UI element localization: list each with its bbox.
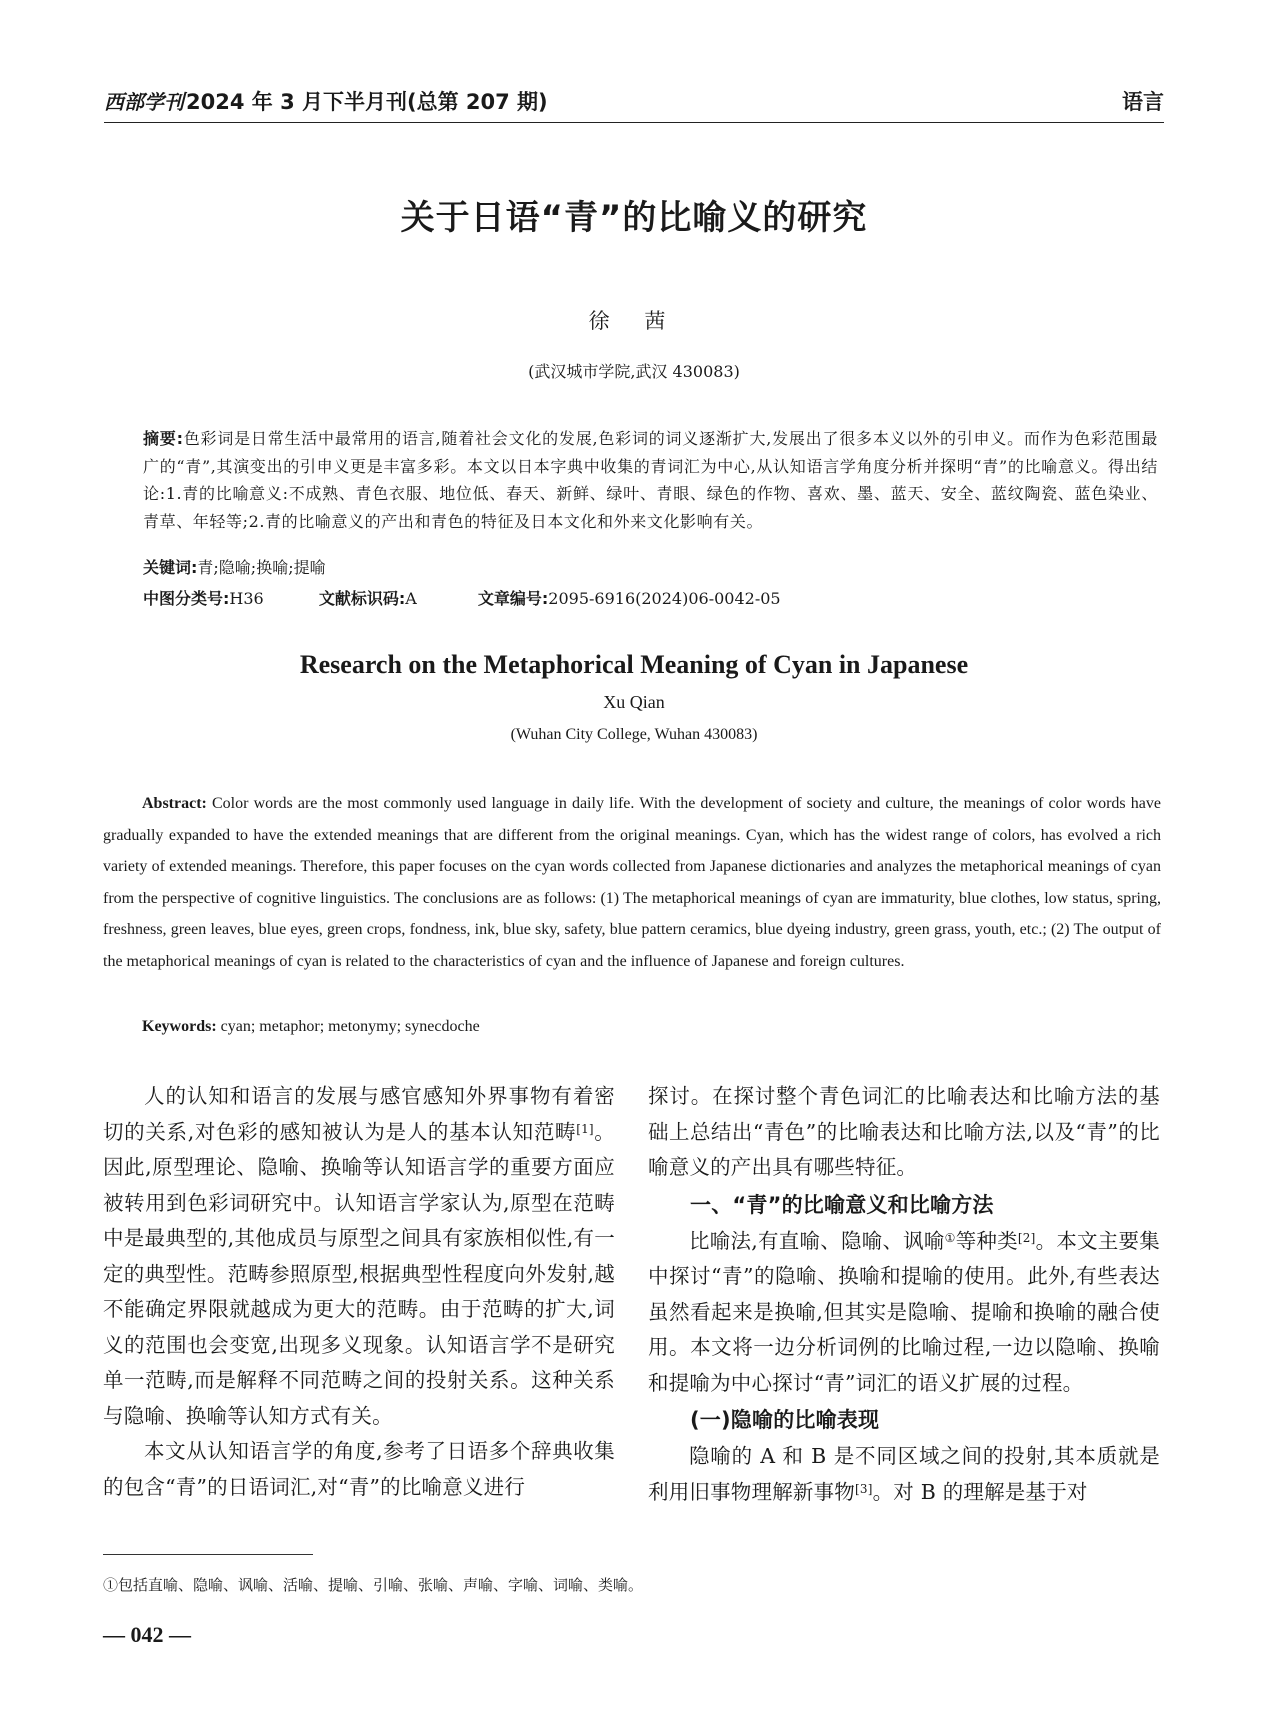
clc-code	[143, 586, 264, 609]
citation-ref: [2]	[1017, 1230, 1036, 1245]
abstract-cn	[143, 425, 1158, 535]
body-paragraph: 探讨。在探讨整个青色词汇的比喻表达和比喻方法的基础上总结出“青色”的比喻表达和比喻方法,以及“青”的比喻意义的产出具有哪些特征。	[648, 1084, 1160, 1179]
section-heading: 一、“青”的比喻意义和比喻方法	[690, 1192, 994, 1217]
abstract-en-label: Abstract:	[142, 795, 207, 812]
doc-code	[319, 586, 417, 609]
author-name-en: Xu Qian	[603, 692, 665, 712]
body-paragraph	[103, 1079, 615, 1434]
clc-label: 中图分类号:	[143, 589, 230, 608]
citation-ref: [1]	[576, 1121, 594, 1136]
doc-value: A	[405, 589, 417, 608]
body-paragraph	[648, 1439, 1160, 1510]
doc-label: 文献标识码:	[318, 589, 406, 608]
keywords-cn-text: 青;隐喻;换喻;提喻	[197, 558, 326, 577]
journal-logo: 西部学刊	[104, 90, 184, 114]
affiliation-en: (Wuhan City College, Wuhan 430083)	[510, 726, 758, 743]
keywords-cn-label: 关键词:	[143, 558, 198, 577]
abstract-cn-label: 摘要:	[143, 429, 184, 448]
paper-title: 关于日语“青”的比喻义的研究	[400, 198, 868, 238]
clc-value: H36	[229, 589, 264, 608]
paper-title-en: Research on the Metaphorical Meaning of Cyan in Japanese	[299, 650, 969, 679]
body-text: 。本文主要集中探讨“青”的隐喻、换喻和提喻的使用。此外,有些表达虽然看起来是换喻,但其实是隐喻、提喻和换喻的融合使用。本文将一边分析词例的比喻过程,一边以隐喻、换喻和提喻为中心探讨“青”词汇的语义扩展的过程。	[648, 1228, 1160, 1395]
abstract-en	[103, 788, 1161, 978]
footnote-rule	[103, 1554, 313, 1555]
abstract-cn-text: 色彩词是日常生活中最常用的语言,随着社会文化的发展,色彩词的词义逐渐扩大,发展出了很多本义以外的引申义。而作为色彩范围最广的“青”,其演变出的引申义更是丰富多彩。本文以日本字典中收集的青词汇为中心,从认知语言学角度分析并探明“青”的比喻意义。得出结论:1.青的比喻意义:不成熟、青色衣服、地位低、春天、新鲜、绿叶、青眼、绿色的作物、喜欢、墨、蓝天、安全、蓝纹陶瓷、蓝色染业、青草、年轻等;2.青的比喻意义的产出和青色的特征及日本文化和外来文化影响有关。	[143, 429, 1158, 531]
affiliation: (武汉城市学院,武汉 430083)	[528, 362, 740, 381]
article-value: 2095-6916(2024)06-0042-05	[548, 589, 781, 608]
body-column-left	[103, 1079, 615, 1505]
citation-ref: [3]	[855, 1481, 873, 1496]
classification-line	[143, 586, 781, 609]
article-label: 文章编号:	[477, 589, 549, 608]
page-number: — 042 —	[103, 1622, 191, 1647]
body-text: 隐喻的 A 和 B 是不同区域之间的投射,其本质就是利用旧事物理解新事物	[648, 1444, 1160, 1504]
body-paragraph	[648, 1224, 1160, 1402]
abstract-en-text: Color words are the most commonly used language in daily life. With the development of society and culture, the meanings of color words have gradually expanded to have the extended meanings that are different from the original meanings. Cyan, which has the widest range of colors, has evolved a rich variety of extended meanings. Therefore, this paper focuses on the cyan words collected from Japanese dictionaries and analyzes the metaphorical meanings of cyan from the perspective of cognitive linguistics. The conclusions are as follows: (1) The metaphorical meanings of cyan are immaturity, blue clothes, low status, spring, freshness, green leaves, blue eyes, green crops, fondness, ink, blue sky, safety, blue pattern ceramics, blue dyeing industry, green grass, youth, etc.; (2) The output of the metaphorical meanings of cyan is related to the characteristics of cyan and the influence of Japanese and foreign cultures.	[103, 795, 1161, 970]
body-text: 。对 B 的理解是基于对	[872, 1479, 1088, 1504]
header-rule	[104, 122, 1164, 123]
keywords-en-label: Keywords:	[142, 1018, 217, 1035]
body-text: 人的认知和语言的发展与感官感知外界事物有着密切的关系,对色彩的感知被认为是人的基本认知范畴	[103, 1084, 615, 1144]
keywords-en-text: cyan; metaphor; metonymy; synecdoche	[216, 1018, 480, 1035]
article-number	[478, 586, 781, 609]
section-label: 语言	[1122, 90, 1164, 114]
author-name: 徐 茜	[588, 309, 680, 333]
subsection-heading: (一)隐喻的比喻表现	[690, 1408, 880, 1432]
issue-text: 2024 年 3 月下半月刊(总第 207 期)	[186, 90, 548, 114]
body-text: 等种类	[955, 1228, 1018, 1253]
keywords-en	[142, 1018, 480, 1036]
body-text: 比喻法,有直喻、隐喻、讽喻	[689, 1228, 945, 1253]
footnote-marker: ①	[944, 1230, 956, 1245]
body-paragraph: 本文从认知语言学的角度,参考了日语多个辞典收集的包含“青”的日语词汇,对“青”的比喻意义进行	[103, 1439, 615, 1499]
journal-issue-line	[104, 86, 548, 116]
keywords-cn	[143, 555, 326, 578]
running-header	[104, 86, 1164, 120]
body-column-right	[648, 1079, 1160, 1510]
footnote: ①包括直喻、隐喻、讽喻、活喻、提喻、引喻、张喻、声喻、字喻、词喻、类喻。	[103, 1576, 644, 1594]
body-text: 。因此,原型理论、隐喻、换喻等认知语言学的重要方面应被转用到色彩词研究中。认知语言学家认为,原型在范畴中是最典型的,其他成员与原型之间具有家族相似性,有一定的典型性。范畴参照原型,根据典型性程度向外发射,越不能确定界限就越成为更大的范畴。由于范畴的扩大,词义的范围也会变宽,出现多义现象。认知语言学不是研究单一范畴,而是解释不同范畴之间的投射关系。这种关系与隐喻、换喻等认知方式有关。	[103, 1119, 615, 1428]
